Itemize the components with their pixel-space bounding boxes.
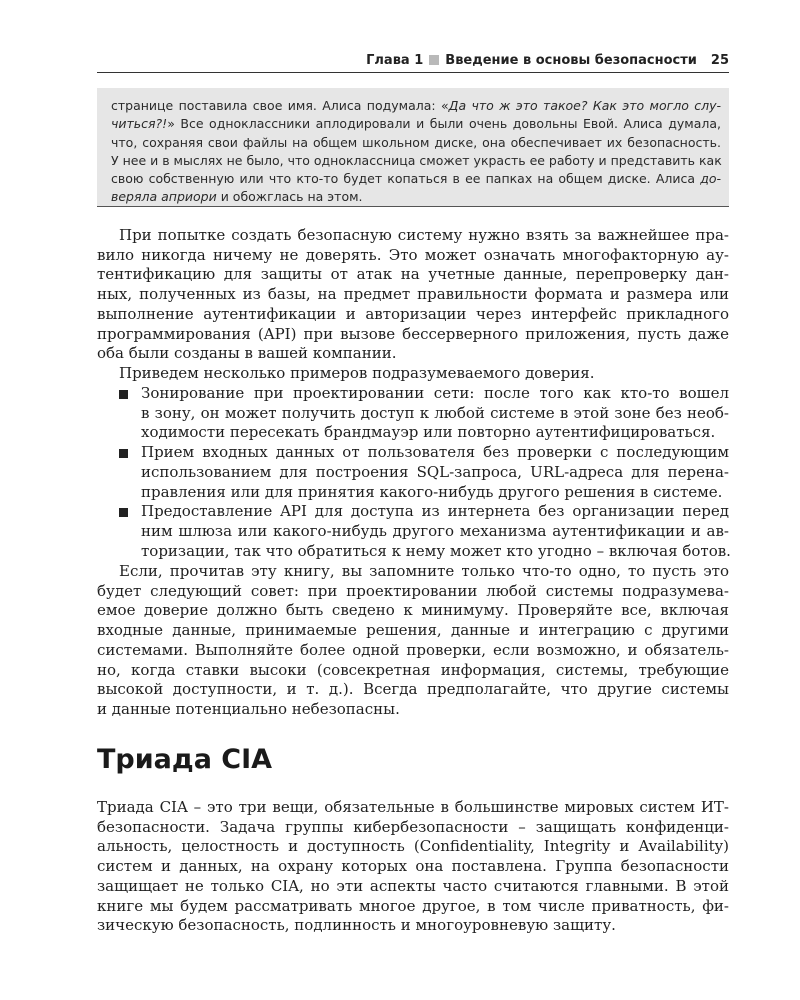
list-item (97, 443, 729, 502)
text-line: и данные потенциально небезопасны. (97, 699, 400, 718)
square-bullet-icon (119, 449, 128, 458)
text-line: входные данные, принимаемые решения, данные и интеграцию с другими (97, 621, 729, 640)
sidebar-line: У нее и в мыслях не было, что одноклассница сможет украсть ее работу и представить как (111, 152, 722, 168)
implicit-trust-list (97, 384, 729, 561)
section-heading: Триада CIA (97, 744, 273, 775)
chapter-label: Глава 1 (366, 52, 424, 68)
text-line: систем и данных, на охрану которых она поставлена. Группа безопасности (97, 857, 729, 876)
square-separator-icon (429, 55, 439, 65)
sidebar-line: веряла априори и обожглась на этом. (111, 189, 363, 205)
chapter-title: Введение в основы безопасности (445, 52, 697, 68)
text-line: зическую безопасность, подлинность и многоуровневую защиту. (97, 916, 616, 935)
text-line: тентификацию для защиты от атак на учетные данные, перепроверку дан- (97, 265, 729, 284)
text-line: ним шлюза или какого-нибудь другого механизма аутентификации и ав- (141, 521, 729, 540)
header-rule (97, 72, 729, 73)
text-line: торизации, так что обратиться к нему может кто угодно – включая ботов. (141, 541, 731, 560)
text-line: книге мы будем рассматривать многое другое, в том числе приватность, фи- (97, 896, 729, 915)
square-bullet-icon (119, 508, 128, 517)
text-line: емое доверие должно быть сведено к минимуму. Проверяйте все, включая (97, 601, 729, 620)
square-bullet-icon (119, 390, 128, 399)
text-line: правления или для принятия какого-нибудь другого решения в системе. (141, 482, 723, 501)
running-header (97, 48, 729, 72)
sidebar-line: читься?!» Все одноклассники аплодировали и были очень довольны Евой. Алиса думала, (111, 116, 721, 132)
text-line: использованием для построения SQL-запроса, URL-адреса для перена- (141, 462, 729, 481)
text-line: но, когда ставки высоки (совсекретная информация, системы, требующие (97, 660, 729, 679)
sidebar-line: что, сохраняя свои файлы на общем школьном диске, она обеспечивает их безопасность. (111, 134, 721, 150)
text-line: альность, целостность и доступность (Confidentiality, Integrity и Availability) (97, 837, 729, 856)
text-line: Триада CIA – это три вещи, обязательные в большинстве мировых систем ИТ- (97, 798, 729, 816)
text-line: ных, полученных из базы, на предмет правильности формата и размера или (97, 285, 729, 304)
text-line: защищает не только CIA, но эти аспекты часто считаются главными. В этой (97, 876, 729, 895)
paragraph-advice (97, 562, 729, 720)
text-line: будет следующий совет: при проектировании любой системы подразумева- (97, 581, 729, 600)
text-line: Предоставление API для доступа из интернета без организации перед (141, 502, 729, 521)
text-line: ходимости пересекать брандмауэр или повторно аутентифицироваться. (141, 423, 716, 442)
text-line: Прием входных данных от пользователя без проверки с последующим (141, 443, 729, 462)
page-number: 25 (710, 52, 729, 68)
text-line: При попытке создать безопасную систему нужно взять за важнейшее пра- (119, 226, 729, 244)
paragraph-zero-trust (97, 226, 729, 384)
text-line: системами. Выполняйте более одной проверки, если возможно, и обязатель- (97, 640, 729, 659)
text-line: оба были созданы в вашей компании. (97, 344, 397, 363)
story-sidebar (97, 88, 729, 207)
text-line: вило никогда ничему не доверять. Это может означать многофакторную ау- (97, 245, 729, 264)
sidebar-text (111, 97, 721, 207)
list-item (97, 502, 729, 561)
text-line: программирования (API) при вызове бессерверного приложения, пусть даже (97, 324, 729, 343)
list-item (97, 384, 729, 443)
text-line: безопасности. Задача группы кибербезопасности – защищать конфиденци- (97, 817, 729, 836)
text-line: Зонирование при проектировании сети: после того как кто-то вошел (141, 384, 729, 402)
paragraph-cia (97, 798, 729, 936)
text-line: высокой доступности, и т. д.). Всегда предполагайте, что другие системы (97, 680, 729, 699)
text-line: Приведем несколько примеров подразумеваемого доверия. (119, 363, 595, 382)
text-line: Если, прочитав эту книгу, вы запомните только что-то одно, то пусть это (119, 562, 729, 580)
text-line: выполнение аутентификации и авторизации через интерфейс прикладного (97, 304, 729, 323)
sidebar-line: свою собственную или что кто-то будет копаться в ее папках на общем диске. Алиса до- (111, 171, 721, 187)
sidebar-line: страницe поставила свое имя. Алиса подумала: «Да что ж это такое? Как это могло слу- (111, 98, 722, 113)
text-line: в зону, он может получить доступ к любой системе в этой зоне без необ- (141, 403, 729, 422)
